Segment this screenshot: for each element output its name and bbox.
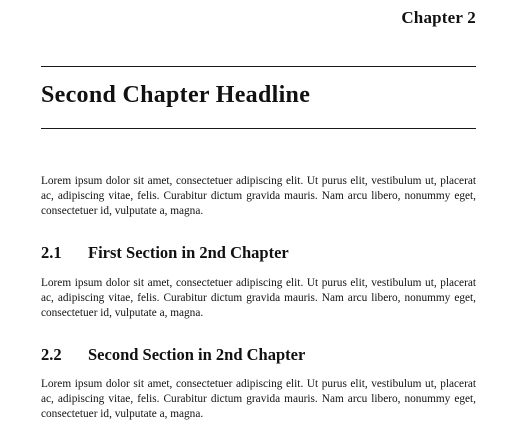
chapter-label: Chapter 2 <box>401 8 476 27</box>
section-title: First Section in 2nd Chapter <box>88 243 289 262</box>
chapter-title: Second Chapter Headline <box>41 82 311 108</box>
section-number: 2.1 <box>41 243 62 262</box>
document-page <box>41 0 476 437</box>
section-number: 2.2 <box>41 345 62 364</box>
section-heading <box>41 345 305 365</box>
section-paragraph: Lorem ipsum dolor sit amet, consectetuer adipiscing elit. Ut purus elit, vestibulum ut, placerat ac, adipiscing vitae, felis. Curabitur dictum gravida mauris. Nam arcu libero, nonummy eget, consectetuer id, vulputate a, magna. <box>41 378 476 421</box>
section-paragraph: Lorem ipsum dolor sit amet, consectetuer adipiscing elit. Ut purus elit, vestibulum ut, placerat ac, adipiscing vitae, felis. Curabitur dictum gravida mauris. Nam arcu libero, nonummy eget, consectetuer id, vulputate a, magna. <box>41 277 476 320</box>
section-title: Second Section in 2nd Chapter <box>88 345 306 364</box>
title-top-rule <box>41 66 476 67</box>
chapter-intro-paragraph: Lorem ipsum dolor sit amet, consectetuer adipiscing elit. Ut purus elit, vestibulum ut, placerat ac, adipiscing vitae, felis. Curabitur dictum gravida mauris. Nam arcu libero, nonummy eget, consectetuer id, vulputate a, magna. <box>41 175 476 218</box>
title-bottom-rule <box>41 128 476 129</box>
section-heading <box>41 243 289 263</box>
